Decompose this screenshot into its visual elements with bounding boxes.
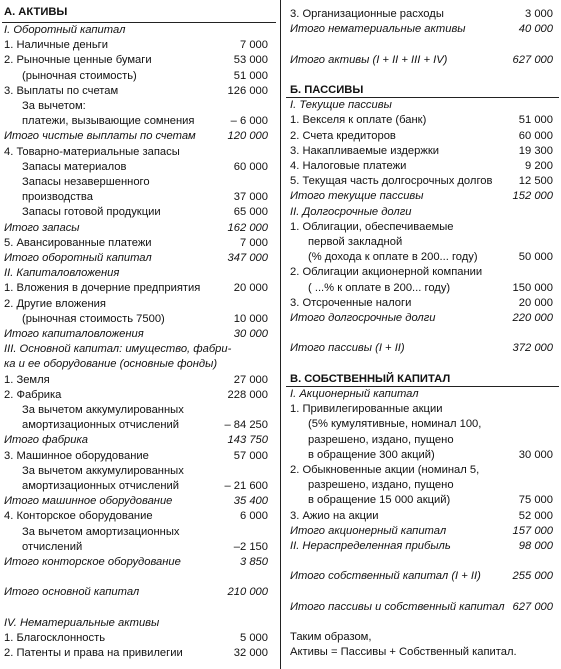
line-label: Запасы готовой продукции xyxy=(22,206,161,219)
statement-line xyxy=(290,553,553,569)
statement-line xyxy=(308,492,553,508)
statement-line xyxy=(4,645,268,661)
statement-line xyxy=(22,524,268,540)
line-label: разрешено, издано, пущено xyxy=(308,479,454,492)
line-label: За вычетом: xyxy=(22,100,86,112)
statement-line xyxy=(4,387,268,403)
line-label: Итого долгосрочные долги xyxy=(290,312,436,324)
line-value: 3 850 xyxy=(240,556,268,568)
line-value: 347 000 xyxy=(227,252,268,264)
line-value: 60 000 xyxy=(518,129,553,142)
line-label: Итого текущие пассивы xyxy=(290,190,424,203)
line-label: II. Нераспределенная прибыль xyxy=(290,540,451,552)
statement-line xyxy=(290,128,553,144)
line-label: 1. Наличные деньги xyxy=(4,39,108,52)
line-value: 32 000 xyxy=(233,647,268,660)
statement-line xyxy=(22,189,268,205)
line-label: Итого основной капитал xyxy=(4,586,140,599)
line-label: 2. Фабрика xyxy=(4,388,62,401)
line-label: IV. Нематериальные активы xyxy=(4,616,160,629)
line-value: 12 500 xyxy=(518,175,553,188)
line-label: Итого капиталовложения xyxy=(4,328,144,340)
statement-line xyxy=(4,220,268,236)
statement-line xyxy=(290,356,553,372)
line-value: – 84 250 xyxy=(224,419,268,432)
statement-line xyxy=(4,372,268,388)
line-value: 51 000 xyxy=(518,114,553,127)
line-label: I. Оборотный капитал xyxy=(4,24,126,36)
line-label: Итого конторское оборудование xyxy=(4,556,181,568)
statement-line xyxy=(290,21,553,37)
line-label: Итого активы (I + II + III + IV) xyxy=(290,53,448,66)
line-label: I. Текущие пассивы xyxy=(290,99,392,112)
statement-line xyxy=(290,629,553,645)
statement-line xyxy=(290,508,553,524)
line-label: I. Акционерный капитал xyxy=(290,388,419,400)
line-label: 3. Машинное оборудование xyxy=(4,449,149,462)
line-label: 4. Налоговые платежи xyxy=(290,160,407,172)
line-label: ( ...% к оплате в 200... году) xyxy=(308,281,451,294)
statement-line xyxy=(4,296,268,312)
line-label: Итого собственный капитал (I + II) xyxy=(290,570,481,583)
statement-line xyxy=(290,158,553,174)
line-label: 2. Патенты и права на привилегии xyxy=(4,647,183,660)
statement-line xyxy=(290,538,553,554)
statement-line xyxy=(4,630,268,646)
line-value: 7 000 xyxy=(240,236,268,249)
line-label: 3. Выплаты по счетам xyxy=(4,84,119,97)
line-value: 627 000 xyxy=(512,53,553,66)
line-label: отчислений xyxy=(22,540,83,553)
assets-title xyxy=(4,4,272,20)
line-label: Б. ПАССИВЫ xyxy=(290,84,364,96)
statement-line xyxy=(308,249,553,265)
line-label: III. Основной капитал: имущество, фабри- xyxy=(4,343,232,356)
line-label: Активы = Пассивы + Собственный капитал. xyxy=(290,646,517,659)
statement-line xyxy=(290,219,553,235)
line-value: 228 000 xyxy=(227,388,268,401)
statement-line xyxy=(308,234,553,250)
line-value: 19 300 xyxy=(518,144,553,157)
statement-line xyxy=(290,401,553,417)
statement-line xyxy=(290,386,553,402)
line-value: 30 000 xyxy=(233,328,268,340)
line-value: 50 000 xyxy=(518,251,553,264)
statement-line xyxy=(290,52,553,68)
line-label: 2. Счета кредиторов xyxy=(290,129,396,142)
statement-line xyxy=(4,280,268,296)
line-value: 10 000 xyxy=(233,312,268,325)
statement-line xyxy=(22,402,268,418)
statement-line xyxy=(290,97,553,113)
line-value: 75 000 xyxy=(518,494,553,507)
statement-line xyxy=(4,508,268,524)
statement-line xyxy=(4,128,268,144)
line-label: в обращение 15 000 акций) xyxy=(308,494,451,507)
statement-line xyxy=(290,371,553,387)
line-label: За вычетом аккумулированных xyxy=(22,404,184,416)
line-label: Итого пассивы и собственный капитал xyxy=(290,600,505,613)
line-value: –2 150 xyxy=(233,540,268,553)
line-label: II. Долгосрочные долги xyxy=(290,205,412,218)
statement-line xyxy=(290,264,553,280)
line-label: Запасы незавершенного xyxy=(22,176,150,188)
line-value: 255 000 xyxy=(512,570,553,583)
line-label: Итого запасы xyxy=(4,221,80,234)
statement-line xyxy=(4,144,268,160)
line-label: За вычетом аккумулированных xyxy=(22,464,184,477)
line-value: 3 000 xyxy=(525,8,553,20)
line-label: II. Капиталовложения xyxy=(4,267,120,280)
statement-line xyxy=(4,250,268,266)
column-divider xyxy=(280,0,281,669)
line-label: (5% кумулятивные, номинал 100, xyxy=(308,418,482,431)
statement-line xyxy=(4,235,268,251)
statement-line xyxy=(290,173,553,189)
line-label: 5. Текущая часть долгосрочных долгов xyxy=(290,175,493,188)
line-label: производства xyxy=(22,191,93,204)
line-label: (рыночная стоимость 7500) xyxy=(22,312,165,325)
line-value: 51 000 xyxy=(233,69,268,82)
line-label: Итого фабрика xyxy=(4,434,88,447)
line-label: Запасы материалов xyxy=(22,160,127,173)
statement-line xyxy=(290,67,553,83)
statement-line xyxy=(22,417,268,433)
line-value: 40 000 xyxy=(518,23,553,36)
line-label: в обращение 300 акций) xyxy=(308,448,435,461)
section-rule xyxy=(286,386,559,387)
statement-line xyxy=(290,599,553,615)
statement-line xyxy=(290,295,553,311)
statement-line xyxy=(22,478,268,494)
statement-line xyxy=(290,462,553,478)
line-label: 2. Облигации акционерной компании xyxy=(290,266,483,279)
assets-column xyxy=(0,0,278,669)
line-label: ка и ее оборудование (основные фонды) xyxy=(4,358,218,371)
line-value: 372 000 xyxy=(512,342,553,355)
line-value: – 6 000 xyxy=(230,115,268,128)
statement-line xyxy=(22,539,268,555)
section-rule xyxy=(286,97,559,98)
line-label: (рыночная стоимость) xyxy=(22,69,137,82)
statement-line xyxy=(4,600,268,616)
statement-line xyxy=(308,477,553,493)
statement-line xyxy=(4,52,268,68)
line-value: 53 000 xyxy=(233,54,268,67)
line-value: 220 000 xyxy=(512,312,553,324)
statement-line xyxy=(290,6,553,22)
line-label: Итого машинное оборудование xyxy=(4,495,173,508)
line-label: Итого чистые выплаты по счетам xyxy=(4,130,196,143)
line-label: Итого нематериальные активы xyxy=(290,23,466,36)
line-label: 1. Векселя к оплате (банк) xyxy=(290,114,427,127)
statement-line xyxy=(290,325,553,341)
statement-line xyxy=(4,37,268,53)
line-value: 65 000 xyxy=(233,206,268,219)
line-value: 9 200 xyxy=(525,160,553,172)
statement-line xyxy=(4,265,268,281)
statement-line xyxy=(290,614,553,630)
statement-line xyxy=(308,416,553,432)
statement-line xyxy=(4,22,268,38)
line-value: 7 000 xyxy=(240,39,268,52)
statement-line xyxy=(290,188,553,204)
line-label: 2. Рыночные ценные бумаги xyxy=(4,54,152,67)
statement-line xyxy=(290,82,553,98)
line-value: 20 000 xyxy=(518,296,553,309)
line-label: 1. Облигации, обеспечиваемые xyxy=(290,220,454,233)
line-value: 52 000 xyxy=(518,509,553,522)
line-label: первой закладной xyxy=(308,236,403,248)
line-label: амортизационных отчислений xyxy=(22,480,180,492)
line-label: амортизационных отчислений xyxy=(22,419,180,432)
line-value: 162 000 xyxy=(227,221,268,234)
statement-line xyxy=(308,447,553,463)
line-label: 1. Земля xyxy=(4,373,50,386)
statement-line xyxy=(4,569,268,585)
statement-line xyxy=(4,432,268,448)
statement-line xyxy=(290,644,553,660)
line-value: – 21 600 xyxy=(224,480,268,492)
statement-line xyxy=(22,159,268,175)
line-value: 627 000 xyxy=(512,600,553,613)
statement-line xyxy=(308,280,553,296)
line-label: Таким образом, xyxy=(290,631,372,644)
line-value: 57 000 xyxy=(233,449,268,462)
line-value: 27 000 xyxy=(233,373,268,386)
line-value: 98 000 xyxy=(518,540,553,552)
line-value: 120 000 xyxy=(227,130,268,143)
line-label: Итого оборотный капитал xyxy=(4,252,152,264)
statement-line xyxy=(290,568,553,584)
line-value: 210 000 xyxy=(227,586,268,599)
statement-line xyxy=(22,174,268,190)
statement-line xyxy=(290,204,553,220)
statement-line xyxy=(22,463,268,479)
statement-line xyxy=(4,554,268,570)
line-label: В. СОБСТВЕННЫЙ КАПИТАЛ xyxy=(290,372,451,385)
line-value: 37 000 xyxy=(233,191,268,204)
statement-line xyxy=(4,356,268,372)
statement-line xyxy=(290,143,553,159)
statement-line xyxy=(290,584,553,600)
line-label: 4. Товарно-материальные запасы xyxy=(4,145,180,158)
line-label: 3. Организационные расходы xyxy=(290,8,444,20)
statement-line xyxy=(4,341,268,357)
line-label: 1. Вложения в дочерние предприятия xyxy=(4,282,201,295)
line-label: платежи, вызывающие сомнения xyxy=(22,115,195,128)
statement-line xyxy=(4,584,268,600)
line-value: 150 000 xyxy=(512,281,553,294)
line-label: 2. Обыкновенные акции (номинал 5, xyxy=(290,464,480,476)
statement-line xyxy=(22,113,268,129)
line-value: 143 750 xyxy=(227,434,268,447)
line-label: 1. Привилегированные акции xyxy=(290,403,443,416)
statement-line xyxy=(4,326,268,342)
statement-line xyxy=(22,68,268,84)
liabilities-column xyxy=(284,0,561,669)
line-label: 4. Конторское оборудование xyxy=(4,510,153,523)
statement-line xyxy=(4,493,268,509)
statement-line xyxy=(4,615,268,631)
line-value: 30 000 xyxy=(518,448,553,461)
line-label: (% дохода к оплате в 200... году) xyxy=(308,251,478,264)
line-label: 3. Отсроченные налоги xyxy=(290,296,412,309)
statement-line xyxy=(4,448,268,464)
line-value: 5 000 xyxy=(240,632,268,644)
statement-line xyxy=(290,310,553,326)
line-value: 126 000 xyxy=(227,84,268,97)
statement-line xyxy=(290,112,553,128)
line-value: 35 400 xyxy=(233,495,268,508)
line-label: 3. Накапливаемые издержки xyxy=(290,144,439,157)
line-value: 6 000 xyxy=(240,510,268,523)
statement-line xyxy=(290,523,553,539)
statement-line xyxy=(290,36,553,52)
line-label: 3. Ажио на акции xyxy=(290,509,379,522)
statement-line xyxy=(4,83,268,99)
line-label: За вычетом амортизационных xyxy=(22,525,180,538)
line-label: 2. Другие вложения xyxy=(4,297,106,310)
statement-line xyxy=(22,98,268,114)
line-label: Итого акционерный капитал xyxy=(290,524,447,537)
line-value: 60 000 xyxy=(233,160,268,173)
line-label: 1. Благосклонность xyxy=(4,632,106,644)
statement-line xyxy=(308,432,553,448)
line-label: разрешено, издано, пущено xyxy=(308,433,454,446)
line-label: 5. Авансированные платежи xyxy=(4,236,152,249)
statement-line xyxy=(290,340,553,356)
line-value: 20 000 xyxy=(233,282,268,295)
line-value: 152 000 xyxy=(512,190,553,203)
statement-line xyxy=(22,204,268,220)
assets-title-text: А. АКТИВЫ xyxy=(4,6,68,18)
line-value: 157 000 xyxy=(512,524,553,537)
statement-line xyxy=(22,311,268,327)
line-label: Итого пассивы (I + II) xyxy=(290,342,405,355)
